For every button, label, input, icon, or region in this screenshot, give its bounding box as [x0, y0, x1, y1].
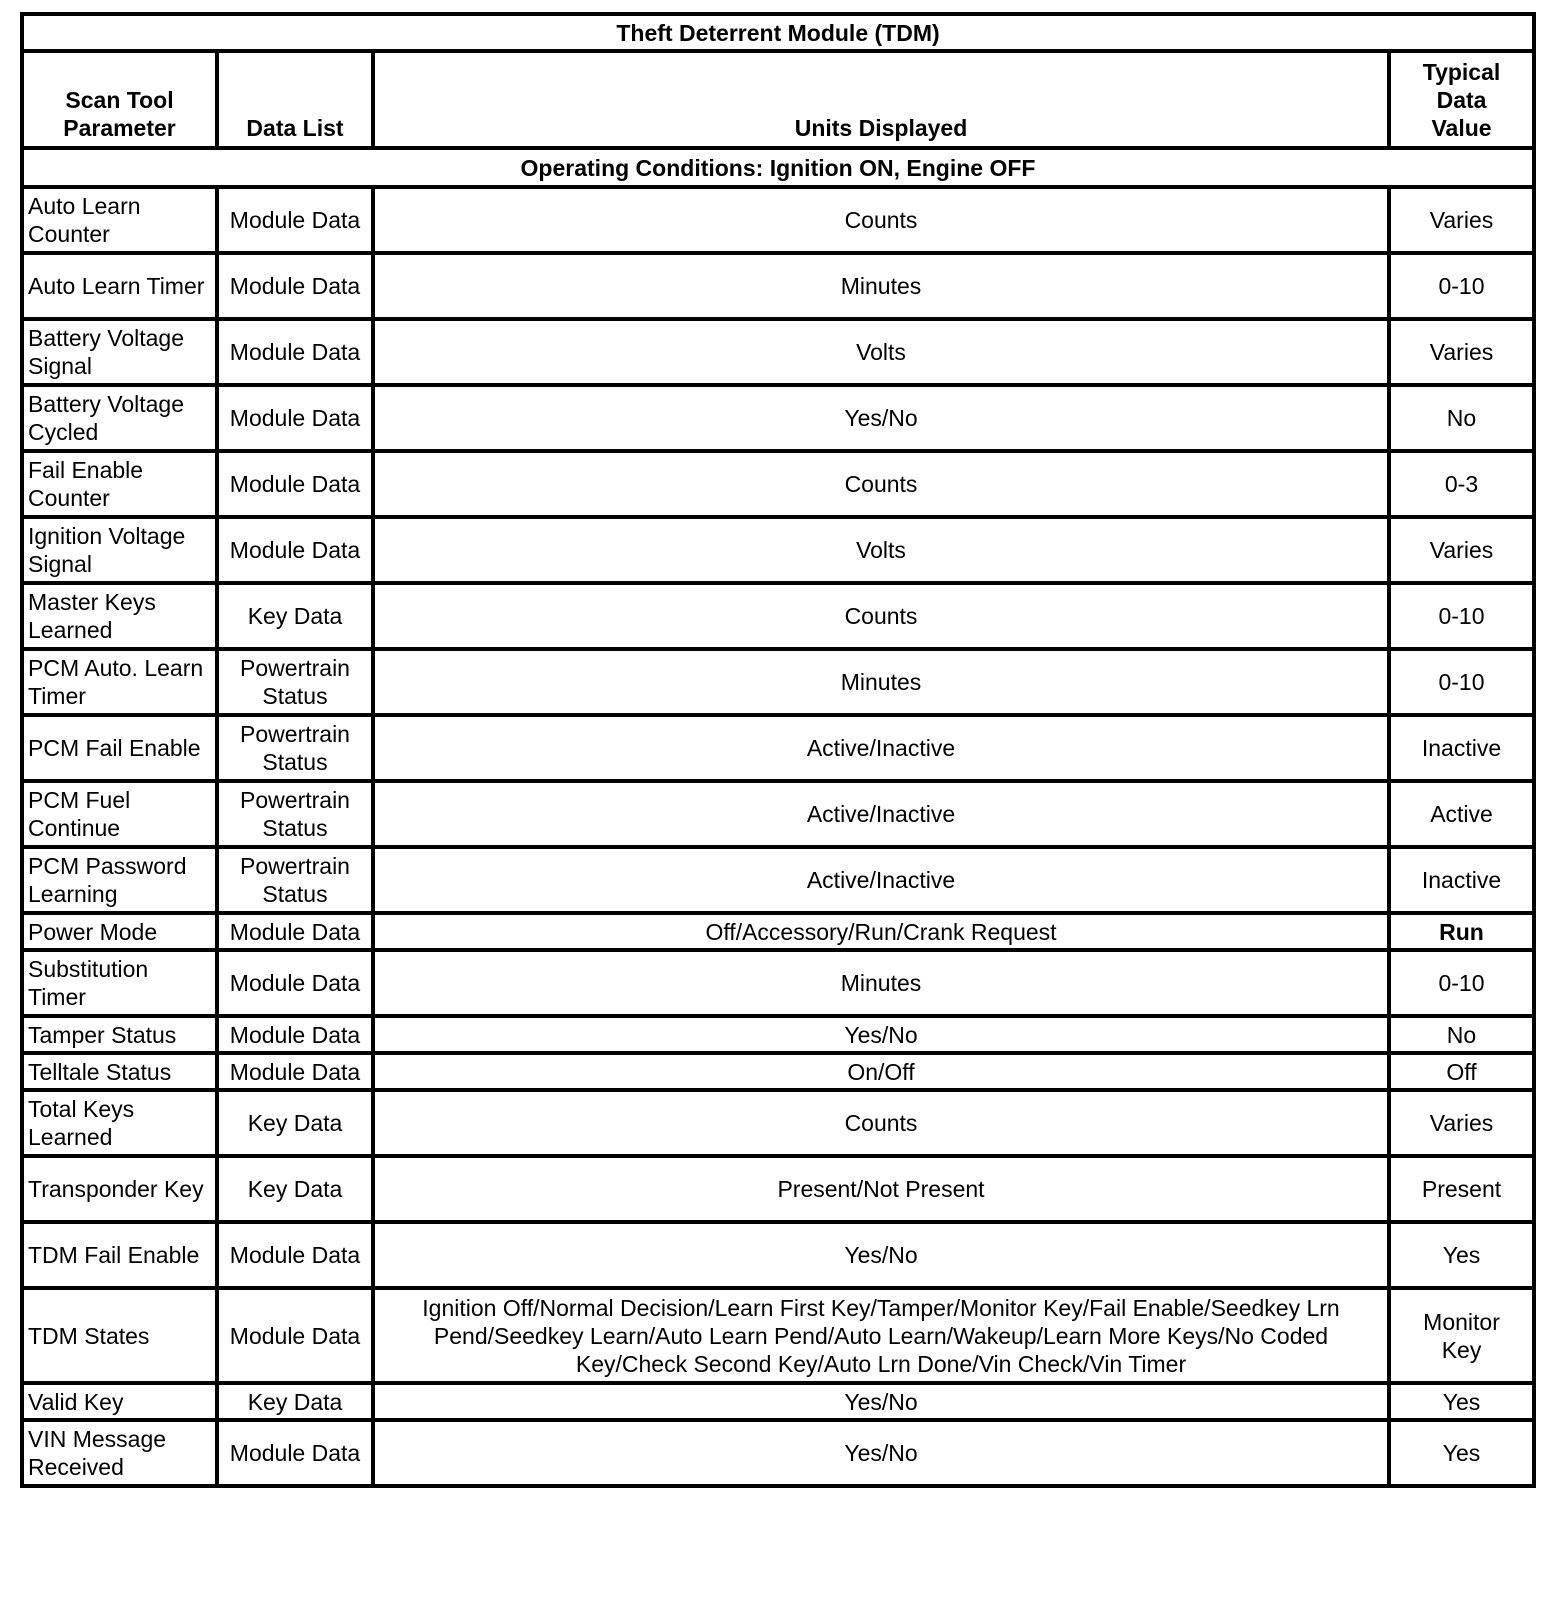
typical-value-cell: Varies [1389, 1090, 1534, 1156]
parameter-cell: TDM States [22, 1288, 217, 1383]
typical-value-cell: Varies [1389, 517, 1534, 583]
operating-conditions: Operating Conditions: Ignition ON, Engine OFF [22, 148, 1534, 187]
table-row [22, 583, 1534, 649]
data-list-cell: Key Data [217, 583, 373, 649]
parameter-cell: PCM Password Learning [22, 847, 217, 913]
tdm-data-table [20, 12, 1536, 1488]
data-list-cell: Powertrain Status [217, 715, 373, 781]
table-row [22, 1156, 1534, 1222]
table-title: Theft Deterrent Module (TDM) [22, 14, 1534, 51]
typical-value-cell: 0-10 [1389, 649, 1534, 715]
units-cell: Off/Accessory/Run/Crank Request [373, 913, 1389, 950]
table-row [22, 1288, 1534, 1383]
table-row [22, 1420, 1534, 1486]
units-cell: Yes/No [373, 1222, 1389, 1288]
parameter-cell: Transponder Key [22, 1156, 217, 1222]
data-list-cell: Module Data [217, 1222, 373, 1288]
data-list-cell: Module Data [217, 319, 373, 385]
parameter-cell: PCM Auto. Learn Timer [22, 649, 217, 715]
units-cell: Counts [373, 187, 1389, 253]
header-parameter: Scan Tool Parameter [22, 51, 217, 148]
parameter-cell: Tamper Status [22, 1016, 217, 1053]
data-list-cell: Module Data [217, 451, 373, 517]
data-list-cell: Module Data [217, 1420, 373, 1486]
header-units: Units Displayed [373, 51, 1389, 148]
typical-value-cell: Run [1389, 913, 1534, 950]
units-cell: On/Off [373, 1053, 1389, 1090]
units-cell: Counts [373, 451, 1389, 517]
data-list-cell: Key Data [217, 1383, 373, 1420]
table-row [22, 385, 1534, 451]
table-row [22, 1053, 1534, 1090]
typical-value-cell: 0-10 [1389, 583, 1534, 649]
data-list-cell: Key Data [217, 1090, 373, 1156]
data-list-cell: Powertrain Status [217, 649, 373, 715]
units-cell: Volts [373, 517, 1389, 583]
table-row [22, 913, 1534, 950]
table-row [22, 1090, 1534, 1156]
typical-value-cell: Inactive [1389, 847, 1534, 913]
units-cell: Counts [373, 583, 1389, 649]
parameter-cell: Fail Enable Counter [22, 451, 217, 517]
data-list-cell: Module Data [217, 187, 373, 253]
data-list-cell: Module Data [217, 253, 373, 319]
table-row [22, 781, 1534, 847]
table-row [22, 649, 1534, 715]
parameter-cell: Auto Learn Counter [22, 187, 217, 253]
units-cell: Minutes [373, 649, 1389, 715]
data-list-cell: Module Data [217, 1053, 373, 1090]
typical-value-cell: Off [1389, 1053, 1534, 1090]
parameter-cell: Battery Voltage Cycled [22, 385, 217, 451]
table-row [22, 950, 1534, 1016]
table-row [22, 1383, 1534, 1420]
table-row [22, 451, 1534, 517]
table-row [22, 319, 1534, 385]
units-cell: Counts [373, 1090, 1389, 1156]
typical-value-cell: Varies [1389, 187, 1534, 253]
data-list-cell: Key Data [217, 1156, 373, 1222]
typical-value-cell: Active [1389, 781, 1534, 847]
data-list-cell: Powertrain Status [217, 781, 373, 847]
data-list-cell: Module Data [217, 950, 373, 1016]
parameter-cell: PCM Fail Enable [22, 715, 217, 781]
data-list-cell: Module Data [217, 1016, 373, 1053]
units-cell: Volts [373, 319, 1389, 385]
table-row [22, 253, 1534, 319]
units-cell: Present/Not Present [373, 1156, 1389, 1222]
parameter-cell: VIN Message Received [22, 1420, 217, 1486]
table-row [22, 847, 1534, 913]
units-cell: Yes/No [373, 1420, 1389, 1486]
typical-value-cell: 0-10 [1389, 253, 1534, 319]
parameter-cell: TDM Fail Enable [22, 1222, 217, 1288]
parameter-cell: Battery Voltage Signal [22, 319, 217, 385]
parameter-cell: Valid Key [22, 1383, 217, 1420]
header-row [22, 51, 1534, 148]
units-cell: Minutes [373, 950, 1389, 1016]
units-cell: Minutes [373, 253, 1389, 319]
parameter-cell: Total Keys Learned [22, 1090, 217, 1156]
parameter-cell: Ignition Voltage Signal [22, 517, 217, 583]
typical-value-cell: 0-10 [1389, 950, 1534, 1016]
parameter-cell: Substitution Timer [22, 950, 217, 1016]
parameter-cell: Auto Learn Timer [22, 253, 217, 319]
typical-value-cell: 0-3 [1389, 451, 1534, 517]
data-list-cell: Module Data [217, 385, 373, 451]
units-cell: Active/Inactive [373, 715, 1389, 781]
table-title-row [22, 14, 1534, 51]
parameter-cell: Master Keys Learned [22, 583, 217, 649]
header-data-list: Data List [217, 51, 373, 148]
typical-value-cell: Monitor Key [1389, 1288, 1534, 1383]
units-cell: Active/Inactive [373, 847, 1389, 913]
table-row [22, 517, 1534, 583]
typical-value-cell: Inactive [1389, 715, 1534, 781]
table-row [22, 1222, 1534, 1288]
typical-value-cell: Yes [1389, 1222, 1534, 1288]
typical-value-cell: No [1389, 385, 1534, 451]
units-cell: Yes/No [373, 1383, 1389, 1420]
data-list-cell: Module Data [217, 1288, 373, 1383]
units-cell: Active/Inactive [373, 781, 1389, 847]
units-cell: Yes/No [373, 1016, 1389, 1053]
units-cell: Ignition Off/Normal Decision/Learn First Key/Tamper/Monitor Key/Fail Enable/Seedkey Lrn Pend/Seedkey Learn/Auto Learn Pend/Auto Learn/Wakeup/Learn More Keys/No Coded Key/Check Second Key/Auto Lrn Done/Vin Check/Vin Timer [373, 1288, 1389, 1383]
units-cell: Yes/No [373, 385, 1389, 451]
data-list-cell: Module Data [217, 913, 373, 950]
typical-value-cell: Yes [1389, 1420, 1534, 1486]
operating-conditions-row [22, 148, 1534, 187]
parameter-cell: Telltale Status [22, 1053, 217, 1090]
table-row [22, 187, 1534, 253]
parameter-cell: Power Mode [22, 913, 217, 950]
header-typical-value: Typical Data Value [1389, 51, 1534, 148]
typical-value-cell: Yes [1389, 1383, 1534, 1420]
data-list-cell: Powertrain Status [217, 847, 373, 913]
typical-value-cell: No [1389, 1016, 1534, 1053]
table-row [22, 715, 1534, 781]
data-list-cell: Module Data [217, 517, 373, 583]
typical-value-cell: Varies [1389, 319, 1534, 385]
parameter-cell: PCM Fuel Continue [22, 781, 217, 847]
typical-value-cell: Present [1389, 1156, 1534, 1222]
table-row [22, 1016, 1534, 1053]
